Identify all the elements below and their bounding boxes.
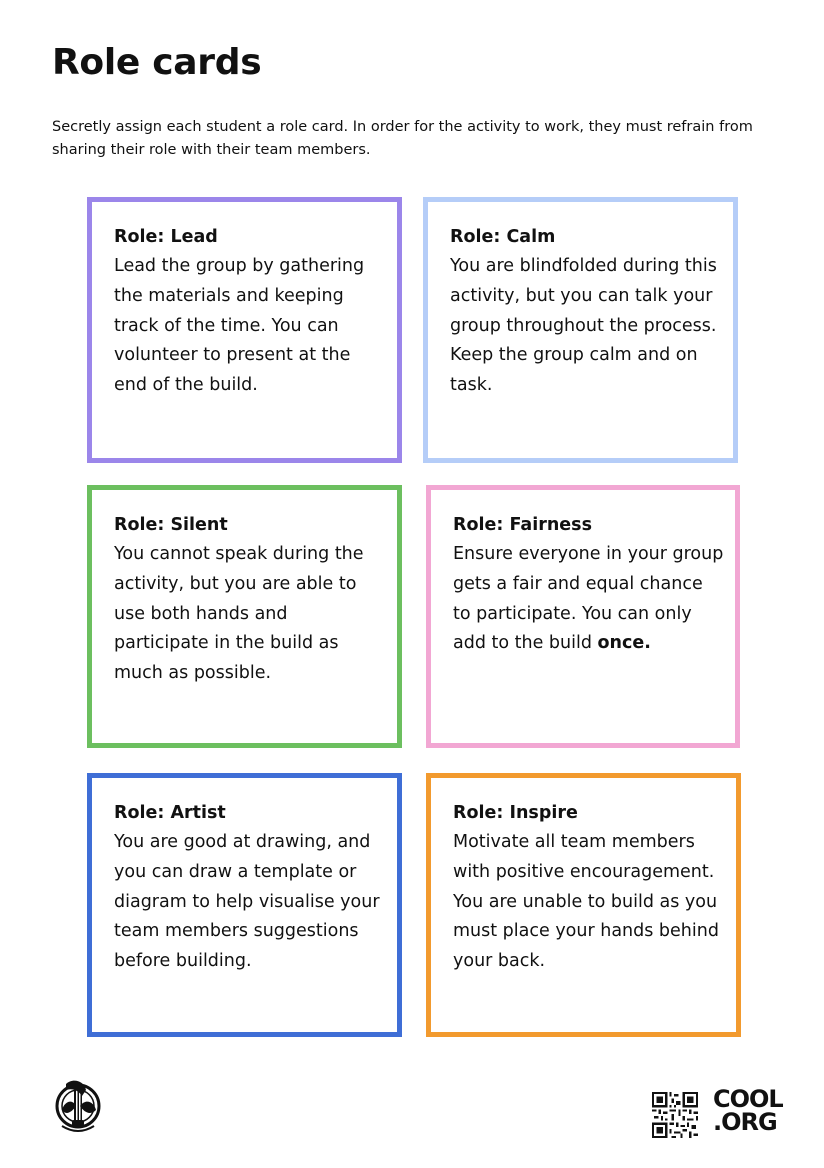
role-card-body: Motivate all team members with positive encouragement. You are unable to build as you must place your hands behind your back. [453,832,719,972]
role-card-body [453,540,725,659]
role-card-heading: Role: Fairness [453,515,592,535]
role-card-body: Lead the group by gathering the materials and keeping track of the time. You can volunteer to present at the end of the build. [114,256,365,396]
page-title: Role cards [52,42,262,83]
cool-org-logo-line1: COOL [713,1085,783,1113]
role-card-body: You are blindfolded during this activity, but you can talk your group throughout the process. Keep the group calm and on task. [450,256,717,396]
role-card-calm [423,197,738,463]
role-card-fairness [426,485,740,748]
role-card-heading: Role: Inspire [453,803,578,823]
role-card-heading: Role: Lead [114,227,218,247]
cool-org-logo [713,1085,783,1136]
role-card-lead [87,197,402,463]
role-card-body: You are good at drawing, and you can draw a template or diagram to help visualise your team members suggestions before building. [114,832,380,972]
role-card-silent [87,485,402,748]
role-card-inspire [426,773,741,1037]
role-card-heading: Role: Calm [450,227,556,247]
cool-org-logo-line2: .ORG [713,1108,777,1136]
role-card-body-text: Ensure everyone in your group gets a fair and equal chance to participate. You can only add to the build [453,544,724,654]
role-card-heading: Role: Artist [114,803,226,823]
qr-code-icon [652,1092,698,1138]
role-card-artist [87,773,402,1037]
role-card-body-emphasis: once. [597,633,651,654]
role-card-heading: Role: Silent [114,515,228,535]
role-card-body: You cannot speak during the activity, but you are able to use both hands and participate in the build as much as possible. [114,544,364,684]
collingwood-logo-icon [52,1076,104,1138]
intro-text: Secretly assign each student a role card. In order for the activity to work, they must refrain from sharing their role with their team members. [52,119,753,158]
